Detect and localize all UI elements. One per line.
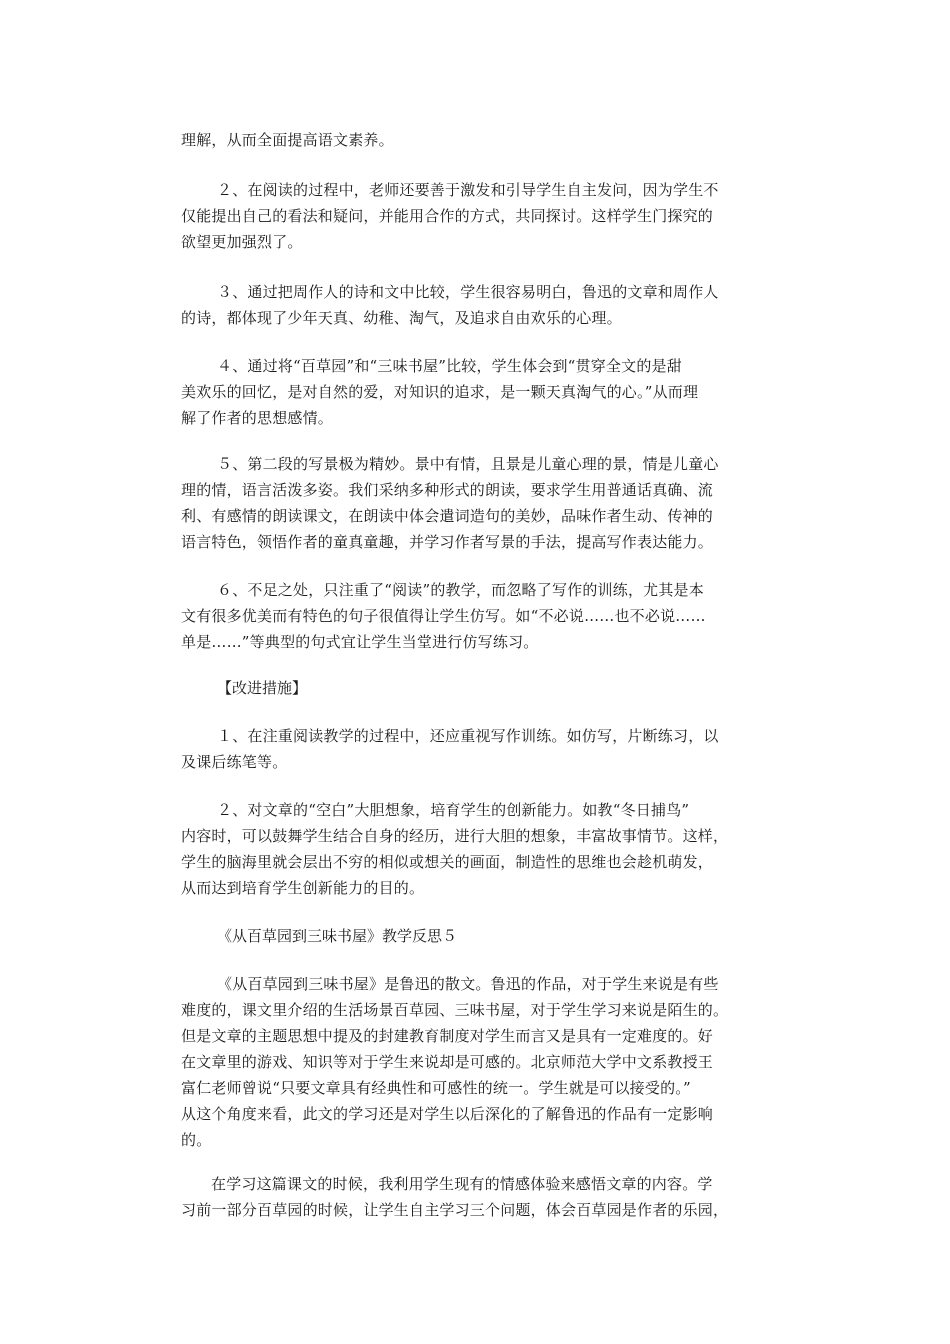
paragraph-reflection-1	[181, 971, 781, 1153]
text-line: 《从百草园到三味书屋》是鲁迅的散文。鲁迅的作品，对于学生来说是有些	[217, 975, 719, 993]
text-line: 但是文章的主题思想中提及的封建教育制度对学生而言又是具有一定难度的。好	[181, 1027, 714, 1045]
text-line: ５、第二段的写景极为精妙。景中有情，且景是儿童心理的景，情是儿童心	[217, 455, 719, 473]
reflection-title: 《从百草园到三味书屋》教学反思５	[217, 927, 458, 945]
text-line: 从而达到培育学生创新能力的目的。	[181, 879, 425, 897]
text-line: ２、对文章的“空白”大胆想象，培育学生的创新能力。如教“冬日捕鸟”	[217, 801, 690, 819]
text-line: 习前一部分百草园的时候，让学生自主学习三个问题，体会百草园是作者的乐园，	[181, 1201, 729, 1219]
paragraph-point-5	[181, 451, 781, 555]
text-line: 在学习这篇课文的时候，我利用学生现有的情感体验来感悟文章的内容。学	[211, 1175, 713, 1193]
text-line: 语言特色，领悟作者的童真童趣，并学习作者写景的手法，提高写作表达能力。	[181, 533, 714, 551]
text-line: 的。	[181, 1131, 212, 1149]
text-line: 理解，从而全面提高语文素养。	[181, 131, 394, 149]
paragraph-improvement-2	[181, 797, 781, 901]
paragraph-point-4	[181, 353, 781, 431]
text-line: 富仁老师曾说“只要文章具有经典性和可感性的统一。学生就是可以接受的。”	[181, 1079, 691, 1097]
text-line: １、在注重阅读教学的过程中，还应重视写作训练。如仿写，片断练习，以	[217, 727, 719, 745]
paragraph-point-3	[181, 279, 781, 331]
text-line: 单是……”等典型的句式宜让学生当堂进行仿写练习。	[181, 633, 539, 651]
text-line: 利、有感情的朗读课文，在朗读中体会遣词造句的美妙，品味作者生动、传神的	[181, 507, 714, 525]
paragraph-continuation	[181, 127, 781, 153]
text-line: ３、通过把周作人的诗和文中比较，学生很容易明白，鲁迅的文章和周作人	[217, 283, 719, 301]
text-line: 解了作者的思想感情。	[181, 409, 334, 427]
paragraph-reflection-2	[181, 1171, 781, 1223]
text-line: 理的情，语言活泼多姿。我们采纳多种形式的朗读，要求学生用普通话真确、流	[181, 481, 714, 499]
section-heading-improvements: 【改进措施】	[217, 679, 308, 697]
text-line: ２、在阅读的过程中，老师还要善于激发和引导学生自主发问，因为学生不	[217, 181, 719, 199]
paragraph-point-2	[181, 177, 781, 255]
text-line: 的诗，都体现了少年天真、幼稚、淘气，及追求自由欢乐的心理。	[181, 309, 622, 327]
paragraph-improvement-1	[181, 723, 781, 775]
paragraph-point-6	[181, 577, 781, 655]
text-line: 在文章里的游戏、知识等对于学生来说却是可感的。北京师范大学中文系教授王	[181, 1053, 714, 1071]
text-line: 美欢乐的回忆，是对自然的爱，对知识的追求，是一颗天真淘气的心。”从而理	[181, 383, 699, 401]
text-line: 文有很多优美而有特色的句子很值得让学生仿写。如“不必说……也不必说……	[181, 607, 706, 625]
text-line: ４、通过将“百草园”和“三味书屋”比较，学生体会到“贯穿全文的是甜	[217, 357, 682, 375]
text-line: ６、不足之处，只注重了“阅读”的教学，而忽略了写作的训练，尤其是本	[217, 581, 704, 599]
text-line: 欲望更加强烈了。	[181, 233, 303, 251]
text-line: 从这个角度来看，此文的学习还是对学生以后深化的了解鲁迅的作品有一定影响	[181, 1105, 714, 1123]
text-line: 内容时，可以鼓舞学生结合自身的经历，进行大胆的想象，丰富故事情节。这样，	[181, 827, 729, 845]
text-line: 学生的脑海里就会层出不穷的相似或想关的画面，制造性的思维也会趁机萌发，	[181, 853, 714, 871]
text-line: 仅能提出自己的看法和疑问，并能用合作的方式，共同探讨。这样学生门探究的	[181, 207, 714, 225]
text-line: 难度的，课文里介绍的生活场景百草园、三味书屋，对于学生学习来说是陌生的。	[181, 1001, 729, 1019]
text-line: 及课后练笔等。	[181, 753, 288, 771]
